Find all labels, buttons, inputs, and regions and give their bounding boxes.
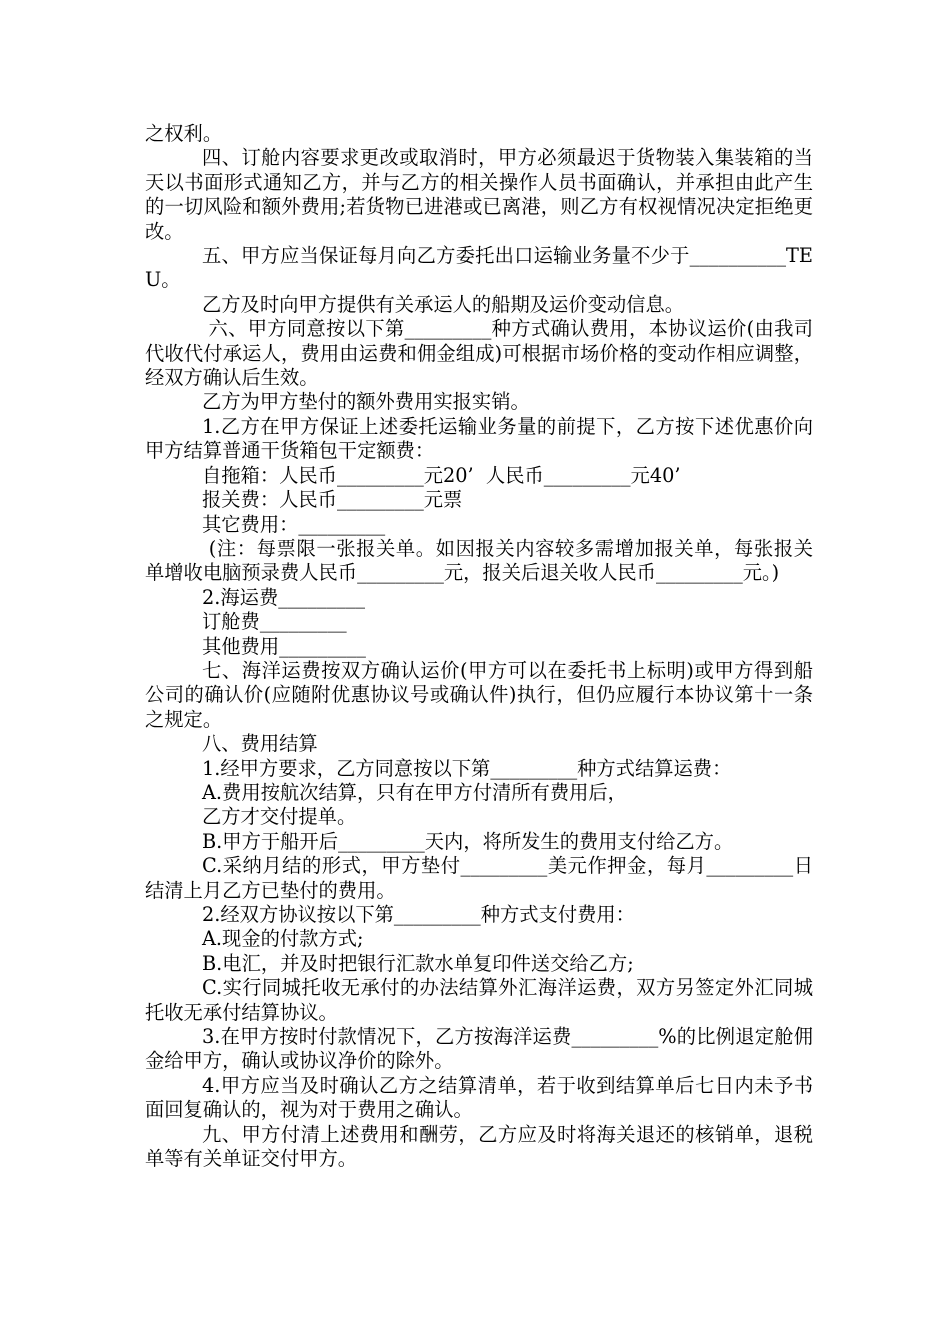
paragraph-p11: (注：每票限一张报关单。如因报关内容较多需增加报关单，每张报关单增收电脑预录费人民币_________元，报关后退关收人民币_________元。) — [145, 536, 813, 585]
paragraph-p18: A.费用按航次结算，只有在甲方付清所有费用后， — [202, 780, 627, 804]
paragraph-p27: 4.甲方应当及时确认乙方之结算清单，若于收到结算单后七日内未予书面回复确认的，视为对于费用之确认。 — [145, 1073, 813, 1122]
paragraph-p20: B.甲方于船开后_________天内，将所发生的费用支付给乙方。 — [202, 829, 734, 853]
paragraph-p28: 九、甲方付清上述费用和酬劳，乙方应及时将海关退还的核销单，退税单等有关单证交付甲方。 — [145, 1122, 813, 1171]
paragraph-p08: 自拖箱：人民币_________元20’ 人民币_________元40’ — [202, 463, 681, 487]
paragraph-p22: 2.经双方协议按以下第_________种方式支付费用： — [202, 903, 635, 926]
paragraph-p12: 2.海运费_________ — [202, 585, 366, 609]
paragraph-p16: 八、费用结算 — [202, 732, 318, 756]
paragraph-p21: C.采纳月结的形式，甲方垫付_________美元作押金，每月_________日结清上月乙方已垫付的费用。 — [145, 854, 813, 902]
paragraph-p10: 其它费用：_________ — [202, 512, 386, 536]
paragraph-p04: 乙方及时向甲方提供有关承运人的船期及运价变动信息。 — [202, 292, 685, 316]
paragraph-p07: 1.乙方在甲方保证上述委托运输业务量的前提下，乙方按下述优惠价向甲方结算普通干货箱包干定额费： — [145, 414, 813, 463]
paragraph-p14: 其他费用_________ — [202, 634, 366, 658]
document-page — [145, 0, 813, 1171]
paragraph-p01: 之权利。 — [145, 122, 223, 145]
paragraph-p06: 乙方为甲方垫付的额外费用实报实销。 — [202, 390, 530, 414]
paragraph-p19: 乙方才交付提单。 — [202, 805, 357, 829]
paragraph-p23: A.现金的付款方式; — [202, 927, 364, 951]
paragraph-p05: 六、甲方同意按以下第_________种方式确认费用，本协议运价(由我司代收代付承运人，费用由运费和佣金组成)可根据市场价格的变动作相应调整，经双方确认后生效。 — [145, 317, 813, 390]
paragraph-p09: 报关费：人民币_________元票 — [202, 488, 463, 512]
paragraph-p15: 七、海洋运费按双方确认运价(甲方可以在委托书上标明)或甲方得到船公司的确认价(应随附优惠协议号或确认件)执行，但仍应履行本协议第十一条之规定。 — [145, 658, 813, 731]
paragraph-p26: 3.在甲方按时付款情况下，乙方按海洋运费_________%的比例退定舱佣金给甲方，确认或协议净价的除外。 — [145, 1025, 813, 1073]
paragraph-p13: 订舱费_________ — [202, 610, 347, 634]
paragraph-p17: 1.经甲方要求，乙方同意按以下第_________种方式结算运费： — [202, 756, 732, 780]
paragraph-p03: 五、甲方应当保证每月向乙方委托出口运输业务量不少于__________TEU。 — [145, 244, 813, 292]
paragraph-p25: C.实行同城托收无承付的办法结算外汇海洋运费，双方另签定外汇同城托收无承付结算协议。 — [145, 976, 813, 1024]
paragraph-p24: B.电汇，并及时把银行汇款水单复印件送交给乙方; — [202, 951, 634, 975]
paragraph-p02: 四、订舱内容要求更改或取消时，甲方必须最迟于货物装入集装箱的当天以书面形式通知乙方，并与乙方的相关操作人员书面确认，并承担由此产生的一切风险和额外费用;若货物已进港或已离港，则乙方有权视情况决定拒绝更改。 — [145, 146, 813, 243]
